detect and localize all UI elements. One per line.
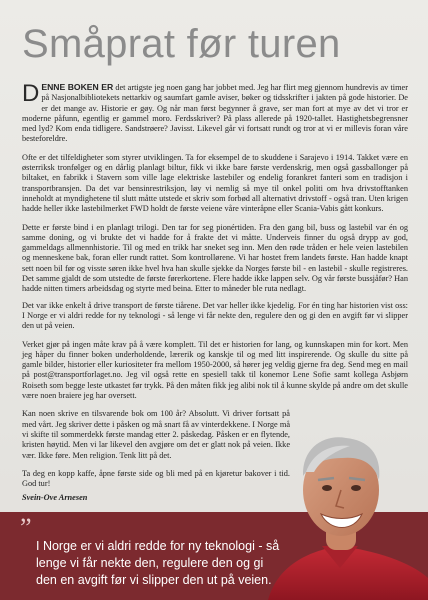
paragraph-3: Dette er første bind i en planlagt trilogi. Den tar for seg pionértiden. Fra den gang bil, buss og lastebil var én og samme doning, og vi brukte det vi hadde for å frakte det vi måtte. Underveis finner du også drypp av god, gammeldags allmennhistorie. Til og med en trikk har sneket seg inn. Men den røde tråden er hele veien lastebilen og menneskene bak, foran eller rundt rattet. Som kontrollørene. Vi har hostet frem landets første. Han hadde knapt sett noen bil før og visste søren ikke hvel hva han skulle sjekke da Norges første bil - en lastebil - skulle registreres. Det samme gjaldt de som utstedte de første førerkortene. Flere hadde ikke lappen selv. Og vår første bussjåfør? Han hadde nitten timers arbeidsdag og styrte med beina. Etter to måneder ble ruta nedlagt. xyxy=(22,222,408,294)
paragraph-1 xyxy=(22,82,408,145)
paragraph-5: Verket gjør på ingen måte krav på å være komplett. Til det er historien for lang, og kunnskapen min for kort. Men jeg håper du finner boken underholdende, lærerik og kanskje til og med litt inspirerende. Og skulle du sitte på gamle bilder, historier eller kuriositeter fra mellom 1950-2000, så hører jeg veldig gjerne fra deg. Send meg en mail på post@transportforlaget.no. Jeg vil også rette en spesiell takk til konemor Lene Sofie samt kollega Asbjørn Roiseth som begge leste utkastet før trykk. På den måten fikk jeg alibi nok til å kunne skylde på andre om det skulle være noen braiere jeg har oversett. xyxy=(22,339,408,401)
paragraph-2: Ofte er det tilfeldigheter som styrer utviklingen. Ta for eksempel de to skuddene i Sarajevo i 1914. Takket være en østerriksk tronfølger og en dårlig planlagt biltur, fikk vi ikke bare første verdenskrig, men også gassballonger på biltaket, en fabrikk i Stavern som ville lage elektriske lastebiler og endelig forankret fanteri som en tradisjon i transportbransjen. Da det var bensinrestriksjon, løy vi nemlig så mye til onkel politi om hva drivstofftanken inneholdt at myndighetene til slutt måtte utstede et skriv som forbød all alternativt drivstoff - også tran. Uten krigen hadde heller ikke lastebilmerket FWD holdt de første veiene våre vinteråpne eller Scania-Vabis gått konkurs. xyxy=(22,152,408,214)
author-signature: Svein-Ove Arnesen xyxy=(22,493,88,502)
paragraph-6: Kan noen skrive en tilsvarende bok om 100 år? Absolutt. Vi driver fortsatt på med vårt. Jeg skriver dette i påsken og må snart få av vinterdekkene. I Norge må vi skifte til sommerdekk første mandag etter 2. påskedag. Påsken er en flytende, kristen høytid. Men vi lar likevel den avgjøre om det er glatt nok på veien. Ikke vær. Ikke føre. Men religion. Tenk litt på det. xyxy=(22,409,290,460)
pullquote-text: I Norge er vi aldri redde for ny teknologi - så lenge vi får nekte den, regulere den og gi den en avgift før vi slipper den ut på veien. xyxy=(36,539,280,587)
article-title: Småprat før turen xyxy=(22,22,341,66)
quote-mark-icon: ” xyxy=(20,513,32,542)
paragraph-7: Ta deg en kopp kaffe, åpne første side og bli med på en kjøretur bakover i tid. God tur! xyxy=(22,468,290,489)
paragraph-1-text: det artigste jeg noen gang har jobbet med. Jeg har flirt meg gjennom hundrevis av timer på Nasjonalbibliotekets nettarkiv og saumfart gamle aviser, bøker og tidsskrifter i jakten på gode historier. De er det mange av. Historie er gøy. Og når man først begynner å grave, ser man fort at mye av det vi tror er moderne påfunn, egentlig er gammel moro. Ferdsskriver? På plass allerede på 1920-tallet. Hastighetsbegrensner med lyd? Kom enda tidligere. Sandstrøere? Javisst. Likevel går vi fortsatt rundt og tror at vi er millevis foran våre besteforeldre. xyxy=(22,83,409,144)
paragraph-4: Det var ikke enkelt å drive transport de første tiårene. Det var heller ikke kjedelig. For én ting har historien vist oss: I Norge er vi aldri redde for ny teknologi - så lenge vi får nekte den, regulere den og gi den en avgift før vi slipper den ut på veien. xyxy=(22,300,408,331)
drop-cap: D xyxy=(22,80,40,107)
lead-in: ENNE BOKEN ER xyxy=(41,82,114,92)
